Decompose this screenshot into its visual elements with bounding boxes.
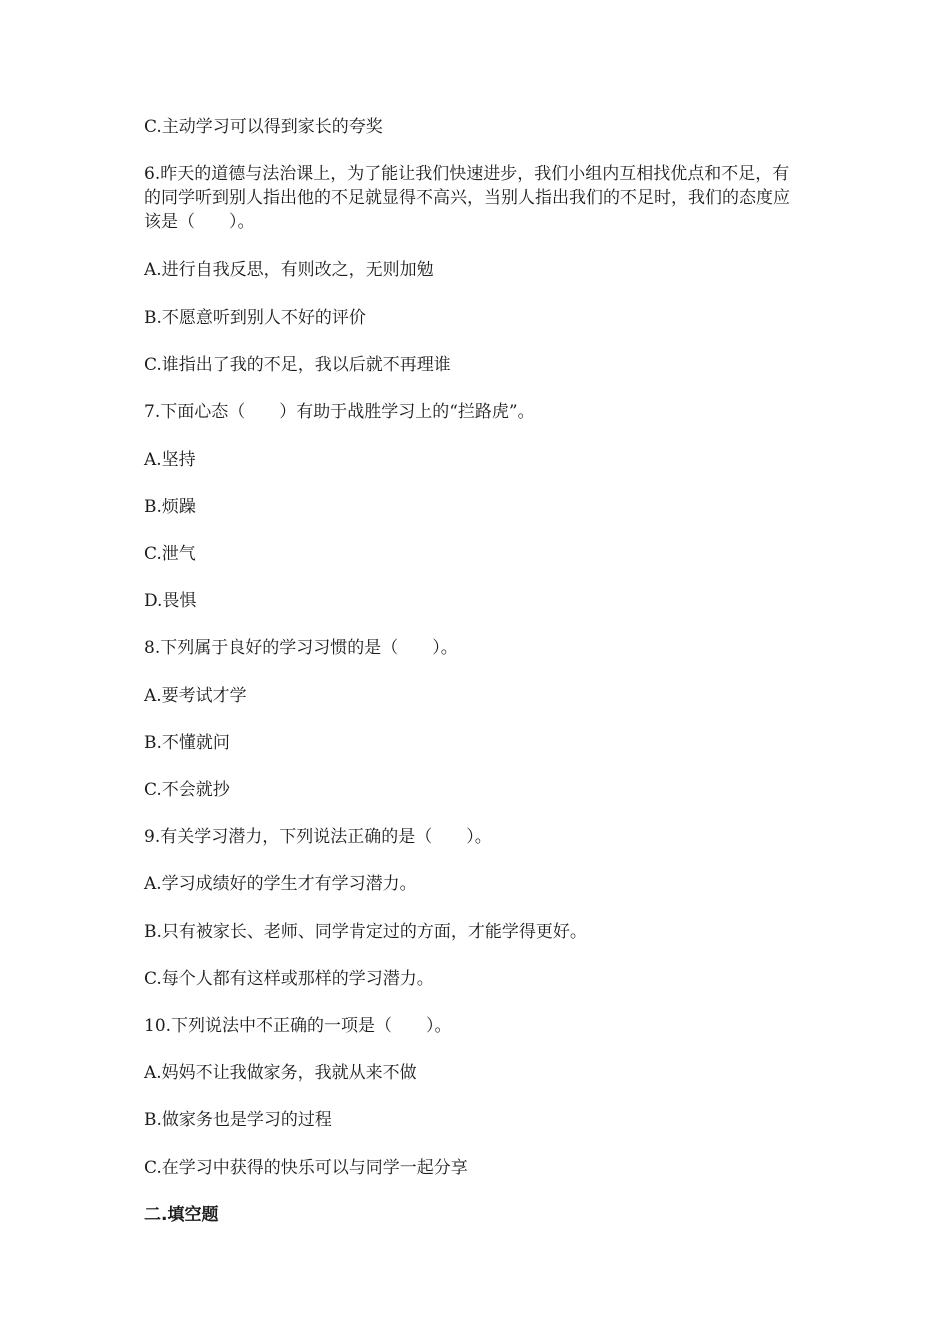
option-7d: D.畏惧 [144, 591, 197, 611]
question-10: 10.下列说法中不正确的一项是（ ）。 [144, 1016, 452, 1036]
option-8c: C.不会就抄 [144, 780, 230, 800]
option-7a: A.坚持 [144, 450, 196, 470]
option-9c: C.每个人都有这样或那样的学习潜力。 [144, 969, 434, 989]
option-9b: B.只有被家长、老师、同学肯定过的方面，才能学得更好。 [144, 922, 587, 942]
option-8a: A.要考试才学 [144, 686, 247, 706]
question-9: 9.有关学习潜力，下列说法正确的是（ ）。 [144, 827, 492, 847]
option-6b: B.不愿意听到别人不好的评价 [144, 308, 366, 328]
option-10a: A.妈妈不让我做家务，我就从来不做 [144, 1063, 417, 1083]
question-6: 6.昨天的道德与法治课上，为了能让我们快速进步，我们小组内互相找优点和不足，有的同学听到别人指出他的不足就显得不高兴，当别人指出我们的不足时，我们的态度应该是（ ）。 [144, 164, 790, 232]
option-9a: A.学习成绩好的学生才有学习潜力。 [144, 874, 417, 894]
option-7c: C.泄气 [144, 544, 196, 564]
question-8: 8.下列属于良好的学习习惯的是（ ）。 [144, 638, 458, 658]
option-6c: C.谁指出了我的不足，我以后就不再理谁 [144, 355, 451, 375]
section-heading: 二.填空题 [144, 1205, 219, 1225]
option-6a: A.进行自我反思，有则改之，无则加勉 [144, 260, 434, 280]
option-10c: C.在学习中获得的快乐可以与同学一起分享 [144, 1158, 468, 1178]
option-7b: B.烦躁 [144, 497, 196, 517]
option-5c: C.主动学习可以得到家长的夸奖 [144, 117, 383, 137]
option-8b: B.不懂就问 [144, 733, 230, 753]
question-7: 7.下面心态（ ）有助于战胜学习上的“拦路虎”。 [144, 402, 535, 422]
option-10b: B.做家务也是学习的过程 [144, 1110, 332, 1130]
